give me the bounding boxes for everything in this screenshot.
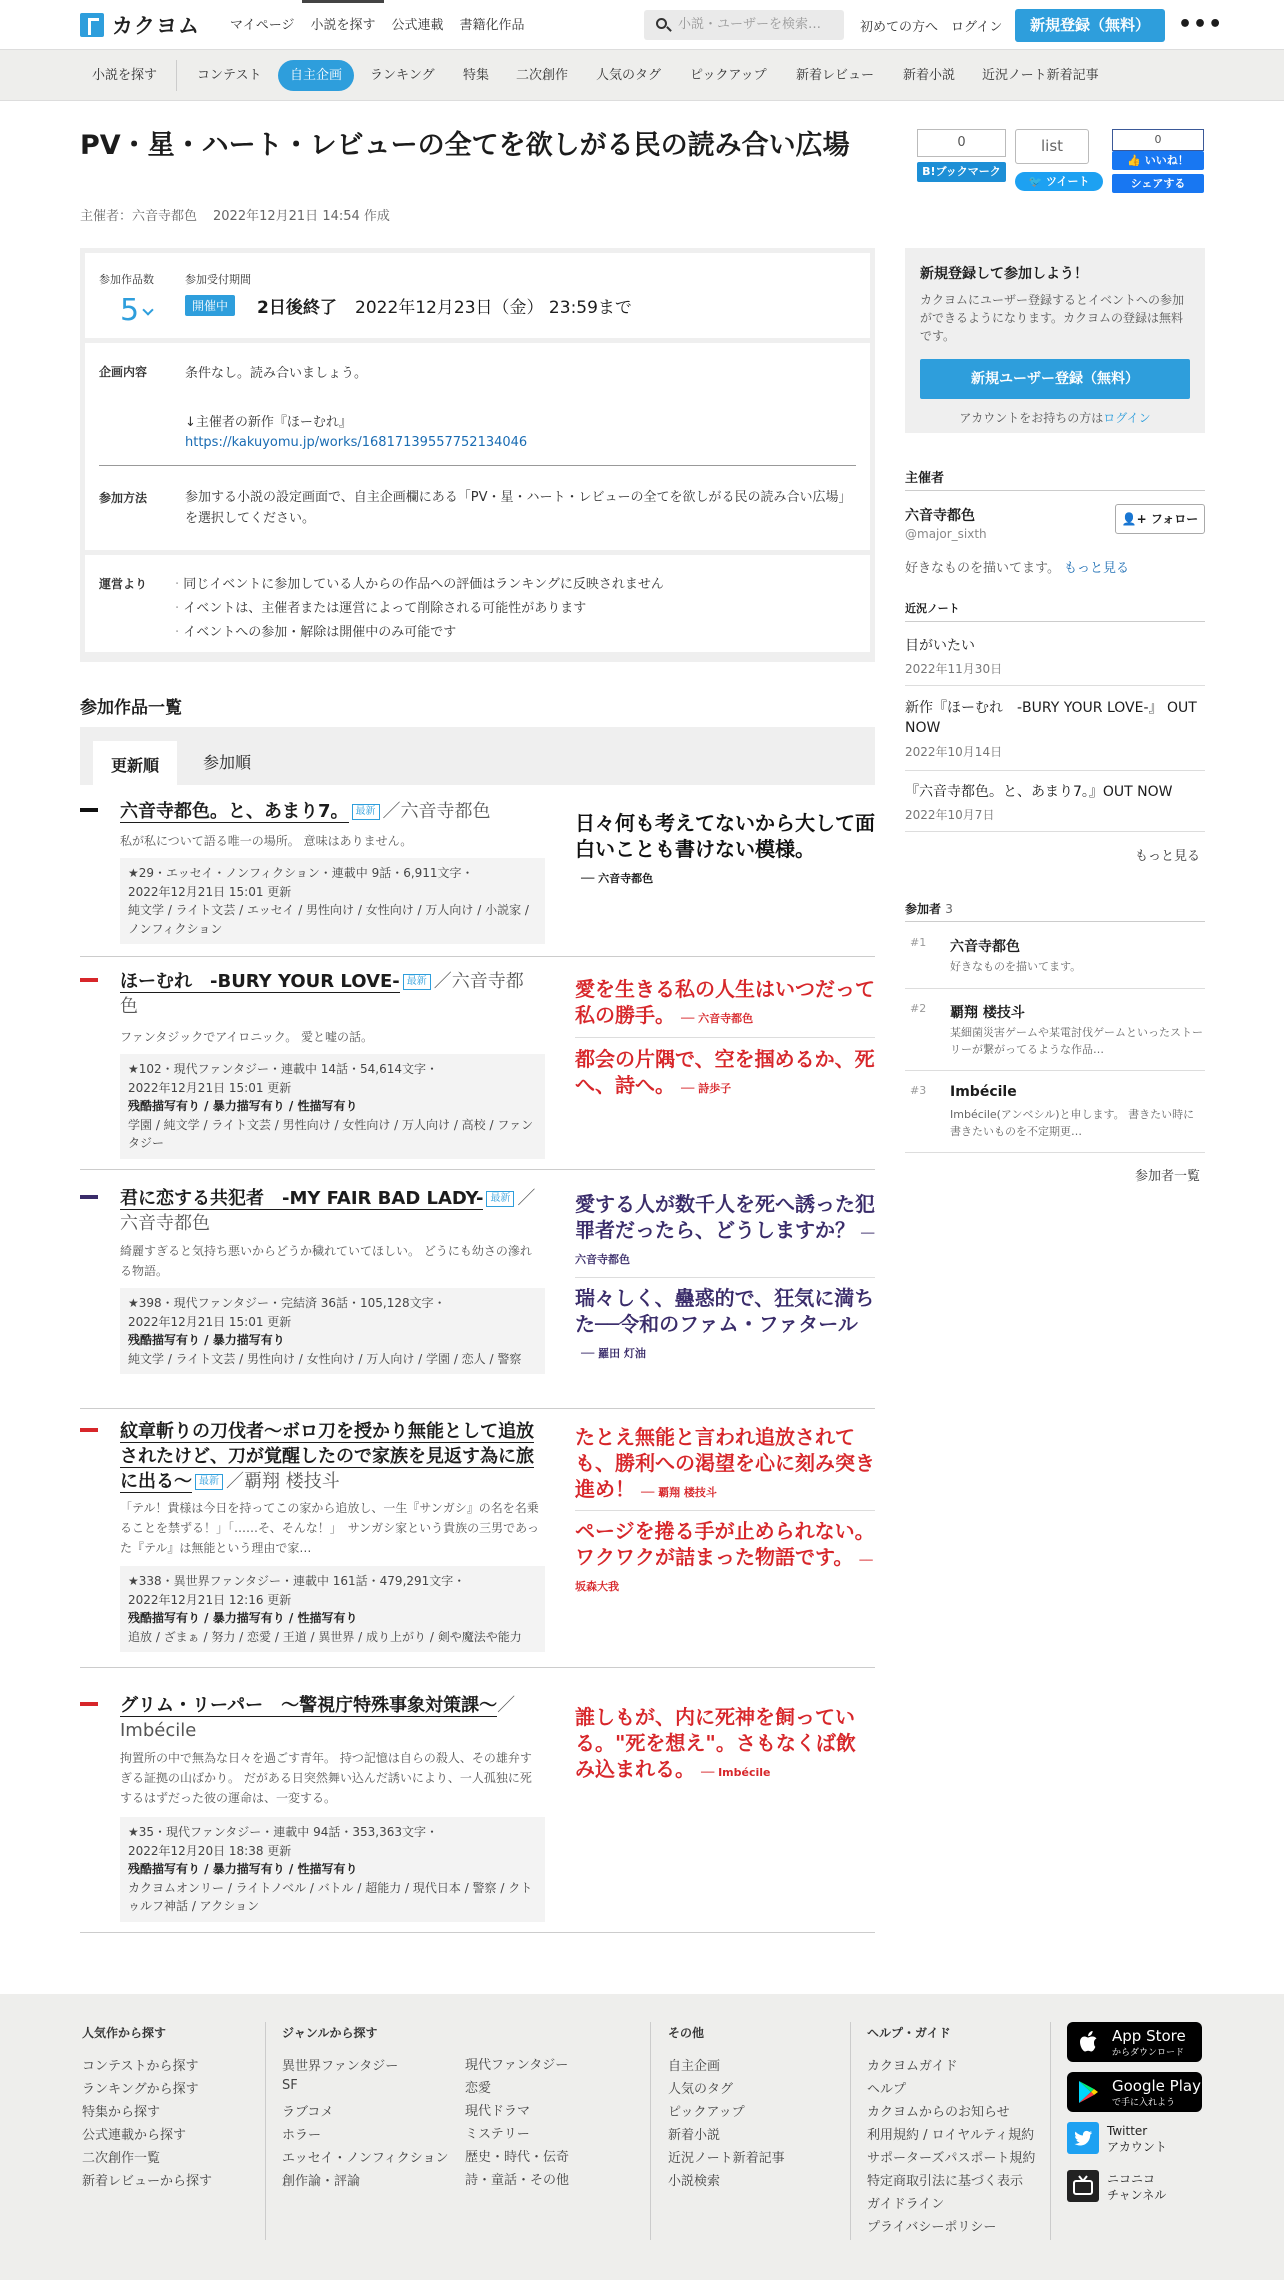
footer-link[interactable]: 詩・童話・その他 (465, 2173, 570, 2188)
footer-link[interactable]: 小説検索 (668, 2174, 721, 2189)
catchphrase[interactable]: ページを捲る手が止められない。ワクワクが詰まった物語です。 ── 坂森大我 (575, 1519, 875, 1593)
bookmark-count: 0 (917, 129, 1006, 157)
subnav-new-reviews[interactable]: 新着レビュー (796, 68, 875, 83)
divider (905, 770, 1205, 771)
footer-link[interactable]: ヘルプ (867, 2082, 907, 2097)
work-title-block (120, 970, 540, 1020)
work-title-block (120, 800, 540, 825)
period-label: 参加受付期間 (185, 273, 251, 286)
footer-link[interactable]: 新着小説 (668, 2128, 721, 2143)
divider (1050, 2022, 1051, 2240)
host-work-link[interactable]: https://kakuyomu.jp/works/16817139557752134046 (185, 435, 528, 450)
work-caption: 拘置所の中で無為な日々を過ごす青年。 持つ記憶は自らの殺人、その雄弁すぎる証拠の山ばかり。 だがある日突然舞い込んだ誘いにより、一人孤独に死するはずだった彼の運命は、一変する。 (120, 1751, 532, 1805)
hatena-bookmark-button[interactable]: B!ブックマーク (917, 162, 1006, 182)
participant-item[interactable]: #1 六音寺都色 好きなものを描いてます。 (910, 936, 1082, 973)
sort-tabs (80, 727, 875, 785)
divider (905, 1070, 1205, 1071)
divider (905, 1152, 1205, 1153)
content-text-2: ↓主催者の新作『ほーむれ』 (185, 415, 352, 430)
work-caption: 綺麗すぎると気持ち悪いからどうか穢れていてほしい。 どうにも幼さの滲れる物語。 (120, 1244, 532, 1278)
note-item[interactable]: 目がいたい 2022年11月30日 (905, 638, 1003, 677)
work-flags: 残酷描写有り / 暴力描写有り (128, 1333, 285, 1348)
footer-link[interactable]: 自主企画 (668, 2059, 721, 2074)
google-play-icon (1077, 2080, 1099, 2104)
new-badge: 最新 (403, 974, 431, 990)
subnav-find[interactable]: 小説を探す (92, 68, 158, 83)
tweet-button[interactable]: 🐦 ツイート (1015, 172, 1103, 191)
first-time-link[interactable]: 初めての方へ (860, 20, 939, 35)
work-updated: 2022年12月21日 15:01 更新 (128, 1080, 292, 1095)
ops-label: 運営より (99, 577, 148, 591)
signup-button[interactable]: 新規ユーザー登録（無料） (920, 359, 1190, 399)
notes-heading: 近況ノート (905, 602, 960, 615)
divider (265, 2022, 266, 2240)
work-tags[interactable]: 純文学 / ライト文芸 / エッセイ / 男性向け / 女性向け / 万人向け / 小説家 / ノンフィクション (128, 903, 529, 936)
work-tags[interactable]: 追放 / ざまぁ / 努力 / 恋愛 / 王道 / 異世界 / 成り上がり / 剣や魔法や能力 (128, 1629, 522, 1644)
subnav-new-notes[interactable]: 近況ノート新着記事 (982, 68, 1099, 83)
twitter-icon: 🐦 (1028, 175, 1047, 188)
nav-find-novels[interactable]: 小説を探す (302, 0, 383, 50)
works-list-heading: 参加作品一覧 (80, 698, 182, 718)
subnav-ranking[interactable]: ランキング (370, 68, 435, 83)
work-updated: 2022年12月20日 18:38 更新 (128, 1843, 292, 1858)
niconico-channel-link[interactable]: ニコニコ チャンネル (1067, 2170, 1202, 2202)
host-label[interactable]: 主催者：六音寺都色 (80, 209, 198, 224)
work-stats: ★398・現代ファンタジー・完結済 36話・105,128文字・ (128, 1296, 446, 1310)
work-stats: ★338・異世界ファンタジー・連載中 161話・479,291文字・ (128, 1574, 466, 1588)
participants-heading: 参加者 3 (905, 902, 953, 916)
host-more-link[interactable]: もっと見る (1063, 561, 1129, 576)
footer-link[interactable]: ホラー (282, 2128, 322, 2143)
work-title[interactable]: 六音寺都色。と、あまり7。 (120, 801, 349, 822)
nav-mypage[interactable]: マイページ (230, 18, 295, 33)
new-badge: 最新 (195, 1474, 223, 1490)
work-color-bar (80, 1195, 98, 1199)
login-link[interactable]: ログイン (951, 20, 1003, 35)
tab-joined[interactable]: 参加順 (203, 753, 252, 772)
participants-list-link[interactable]: 参加者一覧 (1135, 1169, 1201, 1184)
work-author[interactable]: ／覇翔 楼技斗 (226, 1470, 340, 1492)
divider (905, 621, 1205, 622)
content-label: 企画内容 (99, 365, 148, 379)
footer-link[interactable]: 恋愛 (465, 2081, 492, 2096)
participant-count[interactable]: 5 (120, 293, 140, 328)
event-meta (80, 205, 406, 224)
twitter-icon (1067, 2122, 1099, 2154)
work-title[interactable]: グリム・リーパー ～警視庁特殊事象対策課～ (120, 1695, 498, 1716)
footer-link[interactable]: 公式連載から探す (82, 2128, 187, 2143)
tab-updated[interactable]: 更新順 (93, 741, 177, 785)
chevron-down-icon[interactable] (142, 304, 153, 315)
footer-link[interactable]: 現代ドラマ (465, 2104, 531, 2119)
participant-item[interactable]: #2 覇翔 楼技斗 某細菌災害ゲームや某電討伐ゲームといったストーリーが繋がってるような作品… (910, 1002, 1203, 1057)
user-plus-icon: 👤+ (1121, 512, 1151, 526)
subnav-popular-tags[interactable]: 人気のタグ (596, 68, 662, 83)
created-date: 2022年12月21日 14:54 作成 (213, 209, 390, 224)
work-title[interactable]: ほーむれ -BURY YOUR LOVE- (120, 971, 400, 992)
work-updated: 2022年12月21日 15:01 更新 (128, 884, 292, 899)
catchphrase[interactable]: 愛を生きる私の人生はいつだって私の勝手。 ── 六音寺都色 (575, 977, 875, 1027)
work-stats: ★29・エッセイ・ノンフィクション・連載中 9話・6,911文字・ (128, 866, 474, 880)
method-label: 参加方法 (99, 491, 148, 505)
footer-link[interactable]: プライバシーポリシー (867, 2220, 997, 2235)
subnav-new-novels[interactable]: 新着小説 (903, 68, 956, 83)
subnav-self-event[interactable]: 自主企画 (278, 60, 354, 91)
work-tags[interactable]: 純文学 / ライト文芸 / 男性向け / 女性向け / 万人向け / 学園 / 恋人 / 警察 (128, 1351, 522, 1366)
footer-link[interactable]: SF (282, 2078, 298, 2093)
footer-link[interactable]: コンテストから探す (82, 2059, 199, 2074)
work-updated: 2022年12月21日 12:16 更新 (128, 1592, 292, 1607)
work-details (120, 1054, 545, 1159)
note-item[interactable]: 『六音寺都色。と、あまり7。』OUT NOW 2022年10月7日 (905, 784, 1173, 823)
footer-link[interactable]: カクヨムからのお知らせ (867, 2105, 1010, 2120)
footer-link[interactable]: ミステリー (465, 2127, 530, 2142)
logo-icon (80, 13, 104, 37)
fb-like-button[interactable]: 👍 いいね！ (1112, 151, 1204, 170)
work-caption: 「テル！貴様は今日を持ってこの家から追放し、一生『サンガシ』の名を名乗ることを禁ずる！」「……そ、そんな！」 サンガシ家という貴族の三男であった『テル』は無能という理由で家… (120, 1501, 540, 1555)
kakuyomu-logo[interactable]: カクヨム (80, 12, 200, 38)
work-updated: 2022年12月21日 15:01 更新 (128, 1314, 292, 1329)
footer-link[interactable]: 異世界ファンタジー (282, 2059, 399, 2074)
subnav-pickup[interactable]: ピックアップ (690, 68, 767, 83)
subnav-contest[interactable]: コンテスト (197, 68, 262, 83)
subnav-feature[interactable]: 特集 (463, 68, 490, 83)
work-color-bar (80, 1702, 98, 1706)
work-title-block (120, 1187, 540, 1237)
footer-link[interactable]: 新着レビューから探す (82, 2174, 213, 2189)
follow-button[interactable]: 👤+ フォロー (1115, 504, 1205, 534)
event-count-row (85, 253, 870, 338)
signup-panel (905, 248, 1205, 433)
work-details (120, 1566, 545, 1652)
search-icon (656, 18, 667, 29)
work-author[interactable]: ／Imbécile (120, 1695, 516, 1741)
work-item (80, 800, 875, 957)
host-id: @major_sixth (905, 527, 987, 541)
divider (99, 465, 856, 466)
host-description: 好きなものを描いてます。 もっと見る (905, 561, 1129, 576)
work-details (120, 1288, 545, 1374)
work-color-bar (80, 978, 98, 982)
app-store-badge[interactable]: App Store からダウンロード (1067, 2022, 1202, 2062)
new-badge: 最新 (486, 1191, 514, 1207)
work-details (120, 1817, 545, 1922)
catchphrase[interactable]: 日々何も考えてないから大して面白いことも書けない模様。 ── 六音寺都色 (575, 811, 875, 885)
new-badge: 最新 (352, 804, 380, 820)
page-title: PV・星・ハート・レビューの全てを欲しがる民の読み合い広場 (80, 130, 850, 161)
work-color-bar (80, 808, 98, 812)
footer-col-genre-2 (465, 2054, 569, 2192)
remaining-time: 2日後終了 (257, 298, 337, 318)
operations-notes (85, 555, 870, 652)
divider (905, 988, 1205, 989)
catchphrase[interactable]: 誰しもが、内に死神を飼っている。"死を想え"。さもなくば飲み込まれる。 ── Imbécile (575, 1705, 856, 1781)
list-button[interactable]: list (1015, 129, 1089, 164)
divider (575, 1277, 875, 1278)
work-author[interactable]: ／六音寺都色 (120, 971, 524, 1017)
like-count: 0 (1112, 129, 1204, 151)
divider (650, 2022, 651, 2240)
footer (0, 1994, 1284, 2280)
google-play-badge[interactable]: Google Play で手に入れよう (1067, 2072, 1202, 2112)
footer-link[interactable]: ラブコメ (282, 2105, 334, 2120)
apple-icon (1077, 2030, 1099, 2054)
work-flags: 残酷描写有り / 暴力描写有り / 性描写有り (128, 1611, 358, 1626)
work-item (80, 970, 875, 1170)
footer-link[interactable]: 現代ファンタジー (465, 2058, 569, 2073)
ops-item: · イベントへの参加・解除は開催中のみ可能です (175, 625, 457, 641)
footer-link[interactable]: サポーターズパスポート規約 (867, 2151, 1036, 2166)
divider (905, 921, 1205, 922)
work-author[interactable]: ／六音寺都色 (120, 1188, 536, 1234)
method-text: 参加する小説の設定画面で、自主企画欄にある「PV・星・ハート・レビューの全てを欲しがる民の読み合い広場」を選択してください。 (185, 490, 852, 527)
participant-item[interactable]: #3 Imbécile Imbécile(アンベシル)と申します。 書きたい時に書きたいものを不定期更… (910, 1084, 1195, 1139)
work-tags[interactable]: 学園 / 純文学 / ライト文芸 / 男性向け / 女性向け / 万人向け / 高校 / ファンタジー (128, 1117, 534, 1151)
status-badge: 開催中 (185, 295, 235, 316)
footer-link[interactable]: 創作論・評論 (282, 2174, 361, 2189)
footer-link[interactable]: ガイドライン (867, 2197, 945, 2212)
footer-link[interactable]: 人気のタグ (668, 2082, 734, 2097)
footer-link[interactable]: カクヨムガイド (867, 2059, 958, 2074)
work-title[interactable]: 君に恋する共犯者 -MY FAIR BAD LADY- (120, 1188, 484, 1209)
twitter-account-link[interactable]: Twitter アカウント (1067, 2122, 1202, 2154)
register-button[interactable]: 新規登録（無料） (1015, 9, 1165, 42)
work-item (80, 1420, 875, 1668)
thumbs-up-icon: 👍 (1127, 154, 1145, 167)
divider (905, 685, 1205, 686)
divider (575, 1510, 875, 1511)
search-input[interactable]: 小説・ユーザーを検索… (644, 10, 844, 40)
nav-official-serial[interactable]: 公式連載 (391, 18, 444, 33)
footer-link[interactable]: 二次創作一覧 (82, 2151, 161, 2166)
ops-list (175, 573, 664, 645)
work-stats: ★102・現代ファンタジー・連載中 14話・54,614文字・ (128, 1062, 439, 1076)
sidebar-login-link[interactable]: ログイン (1103, 411, 1151, 425)
work-flags: 残酷描写有り / 暴力描写有り / 性描写有り (128, 1862, 358, 1877)
footer-col-help: ヘルプ・ガイド カクヨムガイド ヘルプ カクヨムからのお知らせ 利用規約 / ロイヤルティ規約 サポーターズパスポート規約 特定商取引法に基づく表示 ガイドライン プライバシーポリシー (867, 2024, 1035, 2239)
fb-share-button[interactable]: シェアする (1112, 174, 1204, 193)
footer-link[interactable]: 近況ノート新着記事 (668, 2151, 785, 2166)
host-heading: 主催者 (905, 471, 945, 486)
content-text: 条件なし。読み合いましょう。 (185, 366, 368, 381)
divider (905, 831, 1205, 832)
signup-title: 新規登録して参加しよう！ (920, 266, 1088, 282)
footer-link[interactable]: ピックアップ (668, 2105, 745, 2120)
deadline: 2022年12月23日（金） 23:59まで (355, 298, 632, 318)
global-header (0, 0, 1284, 50)
subnav-derivative[interactable]: 二次創作 (516, 68, 569, 83)
more-menu-icon[interactable]: ••• (1178, 12, 1224, 37)
nav-published-works[interactable]: 書籍化作品 (459, 18, 525, 33)
catchphrase[interactable]: 瑞々しく、蠱惑的で、狂気に満ちた──令和のファム・ファタール── 羅田 灯油 (575, 1286, 875, 1360)
work-stats: ★35・現代ファンタジー・連載中 94話・353,363文字・ (128, 1825, 439, 1839)
note-item[interactable]: 新作『ほーむれ -BURY YOUR LOVE-』 OUT NOW 2022年10月14日 (905, 700, 1197, 759)
footer-col-other: その他 自主企画 人気のタグ ピックアップ 新着小説 近況ノート新着記事 小説検索 (668, 2024, 785, 2193)
divider (575, 1037, 875, 1038)
event-description (85, 343, 870, 550)
catchphrase[interactable]: 愛する人が数千人を死へ誘った犯罪者だったら、どうしますか？ ── 六音寺都色 (575, 1192, 875, 1266)
work-tags[interactable]: カクヨムオンリー / ライトノベル / バトル / 超能力 / 現代日本 / 警察 / クトゥルフ神話 / アクション (128, 1880, 533, 1914)
global-nav (222, 0, 533, 50)
work-title[interactable]: 紋章斬りの刀伐者〜ボロ刀を授かり無能として追放されたけど、刀が覚醒したので家族を見返す為に旅に出る〜 (120, 1421, 534, 1492)
footer-col-genre: ジャンルから探す 異世界ファンタジー SF ラブコメ ホラー エッセイ・ノンフィクション 創作論・評論 (282, 2024, 449, 2193)
ops-item: · イベントは、主催者または運営によって削除される可能性があります (175, 601, 587, 617)
work-title-block (120, 1694, 540, 1744)
work-item (80, 1694, 875, 1933)
footer-col-popular: 人気作から探す コンテストから探す ランキングから探す 特集から探す 公式連載から探す 二次創作一覧 新着レビューから探す (82, 2024, 212, 2193)
count-label: 参加作品数 (99, 273, 154, 286)
event-info-box (80, 248, 875, 662)
catchphrase[interactable]: 都会の片隅で、空を掴めるか、死へ、詩へ。 ── 詩歩子 (575, 1047, 875, 1097)
login-prompt: アカウントをお持ちの方はログイン (959, 411, 1151, 425)
host-name[interactable]: 六音寺都色 (905, 508, 975, 524)
divider (850, 2022, 851, 2240)
work-title-block (120, 1420, 540, 1494)
footer-link[interactable]: ランキングから探す (82, 2082, 199, 2097)
footer-link[interactable]: 特定商取引法に基づく表示 (867, 2174, 1024, 2189)
catchphrase[interactable]: たとえ無能と言われ追放されても、勝利への渇望を心に刻み突き進め！ ── 覇翔 楼技斗 (575, 1425, 875, 1501)
work-color-bar (80, 1428, 98, 1432)
work-flags: 残酷描写有り / 暴力描写有り / 性描写有り (128, 1099, 358, 1114)
work-item (80, 1187, 875, 1409)
divider (905, 490, 1205, 491)
signup-text: カクヨムにユーザー登録するとイベントへの参加ができるようになります。カクヨムの登録は無料です。 (920, 293, 1185, 343)
work-details (120, 858, 545, 944)
ops-item: · 同じイベントに参加している人からの作品への評価はランキングに反映されません (175, 577, 664, 592)
notes-more-link[interactable]: もっと見る (1135, 849, 1201, 864)
divider (176, 60, 177, 91)
footer-link[interactable]: エッセイ・ノンフィクション (282, 2151, 449, 2166)
footer-link[interactable]: 歴史・時代・伝奇 (465, 2150, 570, 2165)
niconico-icon (1067, 2170, 1099, 2202)
work-caption: ファンタジックでアイロニック。 愛と嘘の話。 (120, 1030, 374, 1044)
work-author[interactable]: ／六音寺都色 (382, 801, 491, 822)
footer-link[interactable]: 利用規約 / ロイヤルティ規約 (867, 2128, 1035, 2143)
sub-nav (0, 50, 1284, 101)
footer-link[interactable]: 特集から探す (82, 2105, 161, 2120)
work-caption: 私が私について語る唯一の場所。 意味はありません。 (120, 834, 413, 848)
